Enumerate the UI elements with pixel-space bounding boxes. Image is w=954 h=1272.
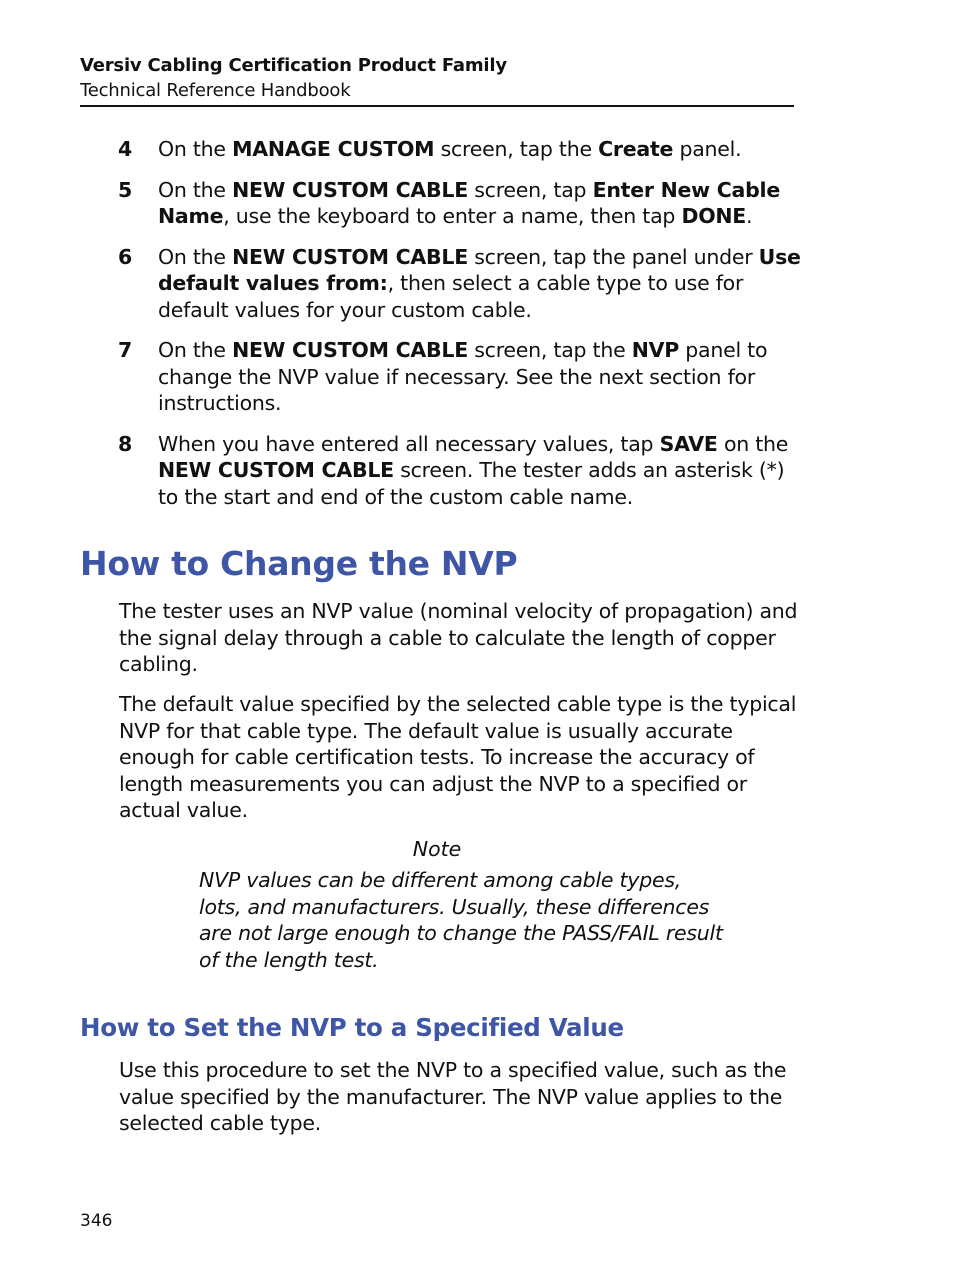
step-text: On the NEW CUSTOM CABLE screen, tap the NVP panel to change the NVP value if necessary. See the next section for instructions.	[158, 338, 768, 415]
step-6	[118, 244, 808, 324]
step-text: On the NEW CUSTOM CABLE screen, tap the panel under Use default values from:, then select a cable type to use for default values for your custom cable.	[158, 244, 801, 322]
paragraph-nvp-default: The default value specified by the selected cable type is the typical NVP for that cable type. The default value is usually accurate enough for cable certification tests. To increase the accuracy of length measurements you can adjust the NVP to a specified or actual value.	[119, 692, 797, 822]
running-header	[80, 53, 794, 107]
step-number: 8	[118, 431, 133, 456]
section-heading: How to Change the NVP	[80, 544, 518, 583]
step-7	[118, 337, 808, 417]
step-4	[118, 136, 808, 163]
paragraph-set-nvp: Use this procedure to set the NVP to a specified value, such as the value specified by the manufacturer. The NVP value applies to the selected cable type.	[119, 1058, 787, 1135]
note-title: Note	[412, 837, 462, 861]
step-number: 7	[118, 338, 133, 362]
subsection-heading: How to Set the NVP to a Specified Value	[80, 1013, 624, 1042]
step-number: 4	[118, 137, 133, 161]
step-text: On the NEW CUSTOM CABLE screen, tap Enter New Cable Name, use the keyboard to enter a name, then tap DONE.	[158, 177, 780, 228]
step-number: 6	[118, 244, 133, 269]
header-title: Versiv Cabling Certification Product Family	[80, 55, 507, 76]
note-text: NVP values can be different among cable types, lots, and manufacturers. Usually, these differences are not large enough to change the PASS/FAIL result of the length test.	[199, 868, 723, 972]
page-number: 346	[80, 1211, 113, 1231]
step-text: When you have entered all necessary values, tap SAVE on the NEW CUSTOM CABLE screen. The tester adds an asterisk (*) to the start and end of the custom cable name.	[158, 431, 789, 509]
step-number: 5	[118, 177, 133, 202]
step-8	[118, 431, 808, 511]
step-text: On the MANAGE CUSTOM screen, tap the Create panel.	[158, 137, 742, 161]
procedure-steps	[118, 136, 808, 524]
paragraph-nvp-intro: The tester uses an NVP value (nominal velocity of propagation) and the signal delay through a cable to calculate the length of copper cabling.	[119, 599, 798, 676]
header-subtitle: Technical Reference Handbook	[80, 80, 351, 101]
step-5	[118, 177, 808, 230]
